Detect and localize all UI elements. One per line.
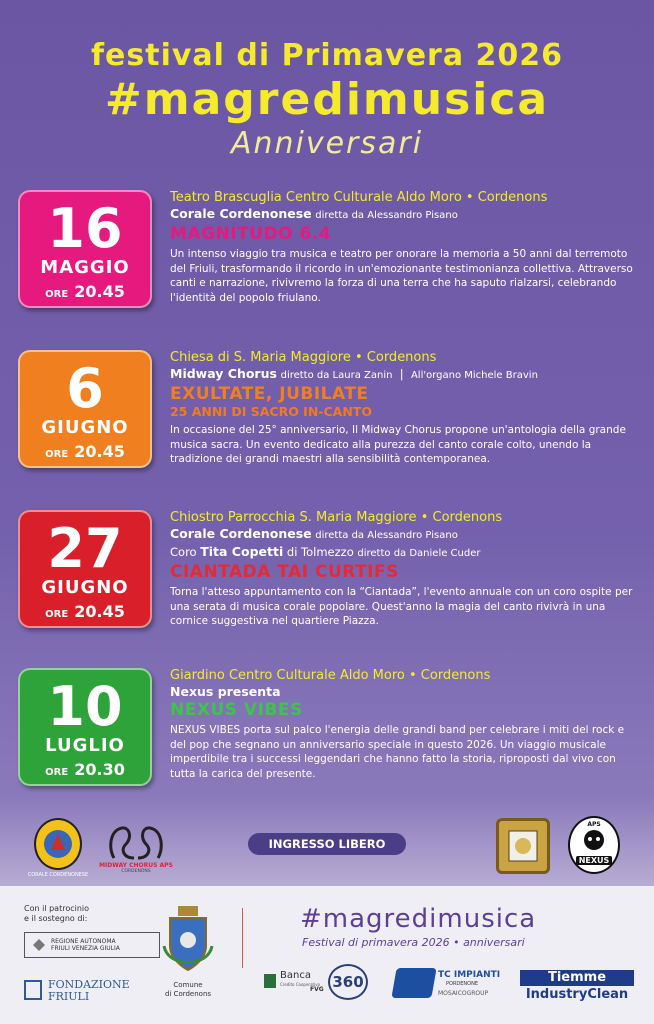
festival-title: festival di Primavera 2026 [90,38,564,73]
event-3 [0,510,654,650]
midway-logo-text: MIDWAY CHORUS APS [99,862,173,869]
event-description: Un intenso viaggio tra musica e teatro per onorare la memoria a 50 anni dal terremoto del Friuli, trasformando il ricordo in un'emozionante testimonianza collettiva. Attraverso canti e narrazione, rivivremo la forza di una terra che ha saputo rialzarsi, celebrando l'identità del popolo friulano. [170,248,633,304]
event-description: Torna l'atteso appuntamento con la “Ciantada”, l'evento annuale con un coro ospite per una serata di musica corale popolare. Quest'anno la magia del canto rivivrà in una cornice suggestiva nel quartiere Piazza. [170,586,633,627]
event-text [170,668,636,781]
footer-divider [242,908,243,968]
swan-icon [104,818,168,864]
event-1 [0,190,654,330]
event-performer-2: Coro Tita Copetti di Tolmezzo diretto da Daniele Cuder [170,544,481,559]
event-subtitle: 25 ANNI DI SACRO IN-CANTO [170,404,372,419]
corale-logo-text: CORALE CORDENONESE [27,872,89,878]
event-time: ORE 20.45 [45,602,125,621]
banca-360-circle: 360 [328,964,368,1000]
ingresso-libero-badge: INGRESSO LIBERO [248,833,406,855]
regione-logo: REGIONE AUTONOMA FRIULI VENEZIA GIULIA [24,932,160,958]
event-day: 27 [47,517,123,580]
comune-label: Comune di Cordenons [164,981,212,998]
event-text [170,190,636,305]
corale-logo [34,818,82,870]
parish-logo [496,818,550,874]
date-box [18,350,152,468]
patronage-text: Con il patrocinio e il sostegno di: [24,904,90,923]
tiemme-logo: Tiemme IndustryClean [520,970,634,1004]
event-month: GIUGNO [41,417,129,438]
nexus-logo: APS NEXUS [568,816,620,874]
event-title: EXULTATE, JUBILATE [170,384,369,404]
banca-icon [264,974,276,988]
midway-logo [104,818,168,864]
footer-hashtag: #magredimusica [300,904,537,934]
event-performer: Corale Cordenonese diretta da Alessandro Pisano [170,206,458,221]
banca-360-logo: Banca Credito Cooperativo FVG 360 [264,964,376,1000]
coat-of-arms-icon [160,906,216,976]
event-venue: Giardino Centro Culturale Aldo Moro • Cordenons [170,668,491,683]
footer [0,886,654,1024]
event-month: MAGGIO [40,257,130,278]
event-day: 6 [66,357,104,420]
event-text [170,350,636,467]
event-performer: Corale Cordenonese diretta da Alessandro Pisano [170,526,458,541]
date-box [18,190,152,308]
event-performer: Nexus presenta [170,684,281,699]
corale-emblem-icon [36,820,80,868]
comune-logo [160,906,216,976]
date-box [18,510,152,628]
event-title: NEXUS VIBES [170,700,303,720]
fondazione-icon [24,980,42,1000]
event-time: ORE 20.45 [45,442,125,461]
event-performer: Midway Chorus diretto da Laura Zanin | All'organo Michele Bravin [170,366,538,381]
event-4 [0,668,654,808]
event-title: CIANTADA TAI CURTIFS [170,562,399,582]
event-2 [0,350,654,490]
eagle-icon [31,937,47,953]
event-time: ORE 20.30 [45,760,125,779]
event-venue: Chiesa di S. Maria Maggiore • Cordenons [170,350,437,365]
logos-row [0,812,654,882]
fondazione-logo: FONDAZIONE FRIULI [24,978,144,1004]
anniversari-title: Anniversari [230,126,424,161]
event-month: LUGLIO [45,735,125,756]
footer-festival: Festival di primavera 2026 • anniversari [302,936,525,949]
event-description: NEXUS VIBES porta sul palco l'energia delle grandi band per celebrare i miti del rock e del pop che segnano un anniversario speciale in questo 2026. Un viaggio musicale imperdibile tra i successi leggendari che hanno fatto la storia, riproposti dal vivo con tutta la carica del presente. [170,724,625,780]
event-day: 16 [47,197,123,260]
parish-emblem-icon [499,821,547,871]
nexus-face-icon [579,828,609,852]
event-description: In occasione del 25° anniversario, Il Midway Chorus propone un'antologia della grande musica sacra. Un evento dedicato alla purezza del canto corale colto, unendo la tradizione dei grandi maestri alla sensibilità contemporanea. [170,424,626,465]
event-venue: Teatro Brascuglia Centro Culturale Aldo Moro • Cordenons [170,190,548,205]
event-month: GIUGNO [41,577,129,598]
event-time: ORE 20.45 [45,282,125,301]
event-day: 10 [47,675,123,738]
hashtag-title: #magredimusica [104,74,550,125]
event-text [170,510,636,629]
event-venue: Chiostro Parrocchia S. Maria Maggiore • Cordenons [170,510,503,525]
event-title: MAGNITUDO 6.4 [170,224,332,244]
tc-impianti-logo: TC IMPIANTI PORDENONE MOSAICOGROUP [394,968,508,1004]
tc-icon [391,968,436,998]
midway-logo-sub: CORDENONS [121,869,151,874]
date-box [18,668,152,786]
